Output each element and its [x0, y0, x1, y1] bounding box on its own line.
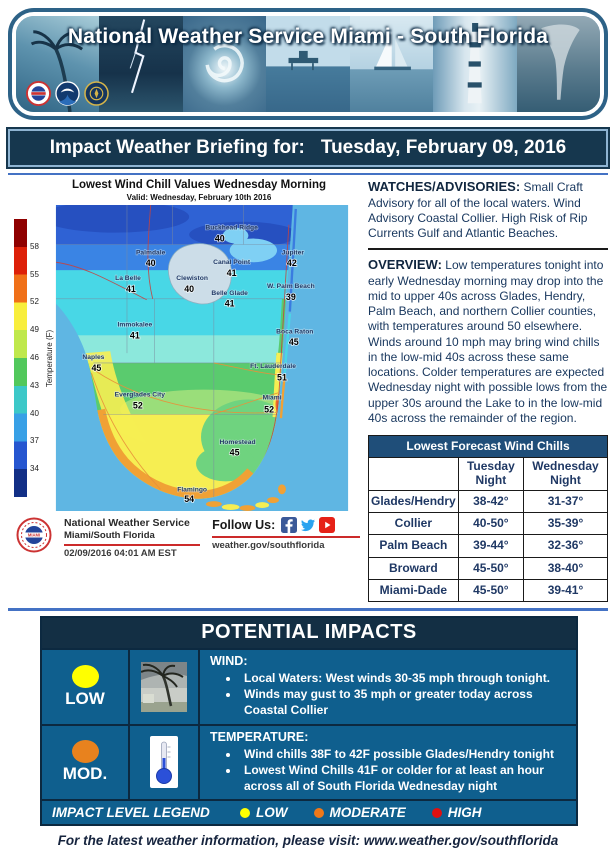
tuesday-cell: 40-50° — [458, 513, 523, 535]
temperature-bullet-list — [210, 746, 568, 795]
banner-title: National Weather Service Miami - South Florida — [67, 25, 549, 48]
overview-paragraph — [368, 257, 608, 426]
wind-impact-text — [200, 650, 576, 724]
bullet: • Winds may gust to 35 mph or greater today across Coastal Collier — [240, 686, 568, 718]
map-credit-row — [8, 517, 360, 559]
legend-label: HIGH — [447, 805, 482, 821]
potential-impacts-panel — [40, 616, 578, 826]
svg-text:41: 41 — [125, 283, 136, 294]
low-level-label: LOW — [65, 688, 105, 708]
table-title: Lowest Forecast Wind Chills — [369, 436, 608, 458]
colorbar-axis-label: Temperature (F) — [45, 329, 55, 387]
credit-office: Miami/South Florida — [64, 530, 155, 541]
nws-seal-icon — [26, 81, 51, 106]
temperature-impact-text — [200, 726, 576, 800]
commerce-logo-icon — [84, 81, 109, 106]
impact-row-temperature — [42, 726, 576, 800]
map-subtitle: Valid: Wednesday, February 10th 2016 — [126, 193, 272, 202]
windy-palms-photo — [141, 662, 187, 712]
svg-text:Belle Glade: Belle Glade — [211, 289, 248, 297]
tuesday-cell: 38-42° — [458, 490, 523, 512]
twitter-icon[interactable] — [300, 517, 316, 533]
svg-text:41: 41 — [226, 268, 237, 279]
impact-level-legend — [42, 801, 576, 824]
svg-text:MIAMI: MIAMI — [27, 532, 41, 538]
tick: 40 — [30, 408, 39, 418]
svg-text:45: 45 — [229, 447, 240, 458]
svg-text:52: 52 — [264, 404, 275, 415]
impact-row-wind — [42, 650, 576, 724]
moderate-level-dot — [72, 740, 99, 763]
county-cell: Broward — [369, 557, 459, 579]
tick: 46 — [30, 353, 39, 362]
section-divider — [368, 248, 608, 250]
table-row — [369, 579, 608, 601]
red-divider — [64, 544, 200, 546]
svg-text:Jupiter: Jupiter — [281, 249, 304, 257]
county-cell: Miami-Dade — [369, 579, 459, 601]
header-banner — [8, 8, 608, 120]
impact-level-low — [42, 650, 128, 724]
wind-bullet-list — [210, 670, 568, 719]
red-divider — [212, 536, 360, 538]
svg-text:52: 52 — [132, 400, 143, 411]
table-row — [369, 490, 608, 512]
nws-credit-block — [64, 517, 200, 559]
table-row — [369, 535, 608, 557]
bullet: • Lowest Wind Chills 41F or colder for at least an hour across all of South Florida Wednesday night — [240, 762, 568, 794]
county-column-header — [369, 458, 459, 491]
svg-text:39: 39 — [285, 291, 296, 302]
tick: 43 — [30, 380, 39, 390]
wednesday-cell: 38-40° — [524, 557, 608, 579]
high-dot — [432, 808, 442, 818]
briefing-text-column — [368, 179, 608, 602]
svg-text:40: 40 — [184, 283, 195, 294]
nws-miami-seal-icon — [16, 517, 52, 553]
table-row — [369, 557, 608, 579]
tuesday-cell: 45-50° — [458, 579, 523, 601]
legend-item-moderate — [314, 805, 406, 820]
banner-collage-frame — [12, 12, 604, 116]
svg-text:Everglades City: Everglades City — [114, 391, 165, 399]
county-cell: Collier — [369, 513, 459, 535]
wednesday-cell: 31-37° — [524, 490, 608, 512]
divider-line — [8, 173, 608, 175]
legend-item-high — [432, 805, 482, 820]
svg-text:40: 40 — [145, 258, 156, 269]
tuesday-cell: 45-50° — [458, 557, 523, 579]
svg-text:Miami: Miami — [262, 394, 282, 402]
svg-text:40: 40 — [214, 233, 225, 244]
temperature-category-label: TEMPERATURE: — [210, 729, 309, 744]
svg-text:Ft. Lauderdale: Ft. Lauderdale — [250, 362, 296, 370]
overview-heading: OVERVIEW: — [368, 257, 442, 273]
nws-website-link[interactable]: weather.gov/southflorida — [212, 540, 325, 551]
credit-org: National Weather Service — [64, 517, 190, 529]
wind-category-label: WIND: — [210, 654, 248, 669]
table-row — [369, 513, 608, 535]
svg-text:W. Palm Beach: W. Palm Beach — [266, 282, 315, 290]
bullet: • Wind chills 38F to 42F possible Glades/Hendry tonight — [240, 746, 568, 762]
briefing-label: Impact Weather Briefing for: — [49, 137, 305, 158]
south-florida-wind-chill-map — [55, 205, 349, 511]
svg-text:42: 42 — [286, 258, 297, 269]
tick: 58 — [30, 241, 39, 251]
county-cell: Glades/Hendry — [369, 490, 459, 512]
thermometer-icon — [150, 736, 178, 788]
county-cell: Palm Beach — [369, 535, 459, 557]
divider-line — [8, 608, 608, 611]
bullet: • Local Waters: West winds 30-35 mph through tonight. — [240, 670, 568, 686]
agency-logos — [26, 81, 109, 106]
follow-us-block — [212, 517, 360, 551]
map-title: Lowest Wind Chill Values Wednesday Morning — [72, 179, 326, 191]
svg-text:Palmdale: Palmdale — [135, 249, 166, 257]
facebook-icon[interactable] — [281, 517, 297, 533]
wednesday-cell: 35-39° — [524, 513, 608, 535]
moderate-dot — [314, 808, 324, 818]
wednesday-cell: 39-41° — [524, 579, 608, 601]
svg-text:Homestead: Homestead — [219, 438, 256, 446]
svg-text:41: 41 — [224, 298, 235, 309]
svg-text:La Belle: La Belle — [115, 275, 141, 283]
low-dot — [240, 808, 250, 818]
potential-impacts-header: POTENTIAL IMPACTS — [42, 618, 576, 648]
thermometer-cell — [130, 726, 198, 800]
watches-advisories-paragraph — [368, 179, 608, 241]
tick: 37 — [30, 436, 39, 446]
low-level-dot — [72, 665, 99, 688]
svg-text:Immokalee: Immokalee — [117, 321, 153, 329]
svg-text:45: 45 — [288, 337, 299, 348]
briefing-date: Tuesday, February 09, 2016 — [320, 137, 567, 158]
wednesday-column-header: Wednesday Night — [524, 458, 608, 491]
moderate-level-label: MOD. — [62, 764, 108, 784]
noaa-logo-icon — [55, 81, 80, 106]
credit-timestamp: 02/09/2016 04:01 AM EST — [64, 548, 177, 559]
watches-heading: WATCHES/ADVISORIES: — [368, 179, 521, 194]
tick: 34 — [30, 464, 39, 474]
svg-text:Buckhead Ridge: Buckhead Ridge — [205, 224, 258, 232]
overview-text: Low temperatures tonight into early Wednesday morning may drop into the mid to upper 40s across Glades, Hendry, Palm Beach, and northern Collier counties, with temperatures around 50 elsewhere. Winds around 10 mph may bring wind chills in the low-mid 40s across these same locations. Colder temperatures are expected Wednesday night with possible lows from the upper 30s around the Lake to in the low-mid 40s across the remainder of the region. — [368, 258, 608, 425]
tick: 52 — [30, 297, 39, 307]
svg-text:54: 54 — [184, 494, 195, 505]
svg-text:51: 51 — [277, 372, 287, 383]
wind-chill-table — [368, 435, 608, 602]
tick: 55 — [30, 269, 39, 279]
legend-label: LOW — [256, 805, 288, 821]
tuesday-column-header: Tuesday Night — [458, 458, 523, 491]
svg-text:Canal Point: Canal Point — [213, 259, 251, 267]
svg-text:Clewiston: Clewiston — [176, 275, 208, 283]
legend-title: IMPACT LEVEL LEGEND — [52, 805, 210, 821]
svg-text:Flamingo: Flamingo — [177, 486, 208, 494]
colorbar-ticks — [27, 219, 44, 497]
impact-level-moderate — [42, 726, 128, 800]
temperature-colorbar — [14, 219, 27, 497]
svg-text:45: 45 — [91, 362, 102, 373]
tuesday-cell: 39-44° — [458, 535, 523, 557]
wind-chill-map-panel — [8, 179, 360, 602]
legend-label: MODERATE — [329, 805, 406, 821]
tick: 49 — [30, 325, 39, 335]
svg-text:Boca Raton: Boca Raton — [276, 328, 314, 336]
briefing-title-bar — [8, 129, 608, 167]
youtube-icon[interactable] — [319, 517, 335, 533]
svg-text:41: 41 — [129, 330, 140, 341]
svg-text:Naples: Naples — [82, 353, 105, 361]
footer-link-text[interactable]: For the latest weather information, please visit: www.weather.gov/southflorida — [57, 833, 559, 849]
legend-item-low — [240, 805, 288, 820]
watches-text: Small Craft Advisory for all of the local waters. Wind Advisory Coastal Collier. High Risk of Rip Currents Gulf and Atlantic Beaches. — [368, 180, 588, 240]
wednesday-cell: 32-36° — [524, 535, 608, 557]
follow-us-label: Follow Us: — [212, 518, 276, 532]
wind-photo-cell — [130, 650, 198, 724]
